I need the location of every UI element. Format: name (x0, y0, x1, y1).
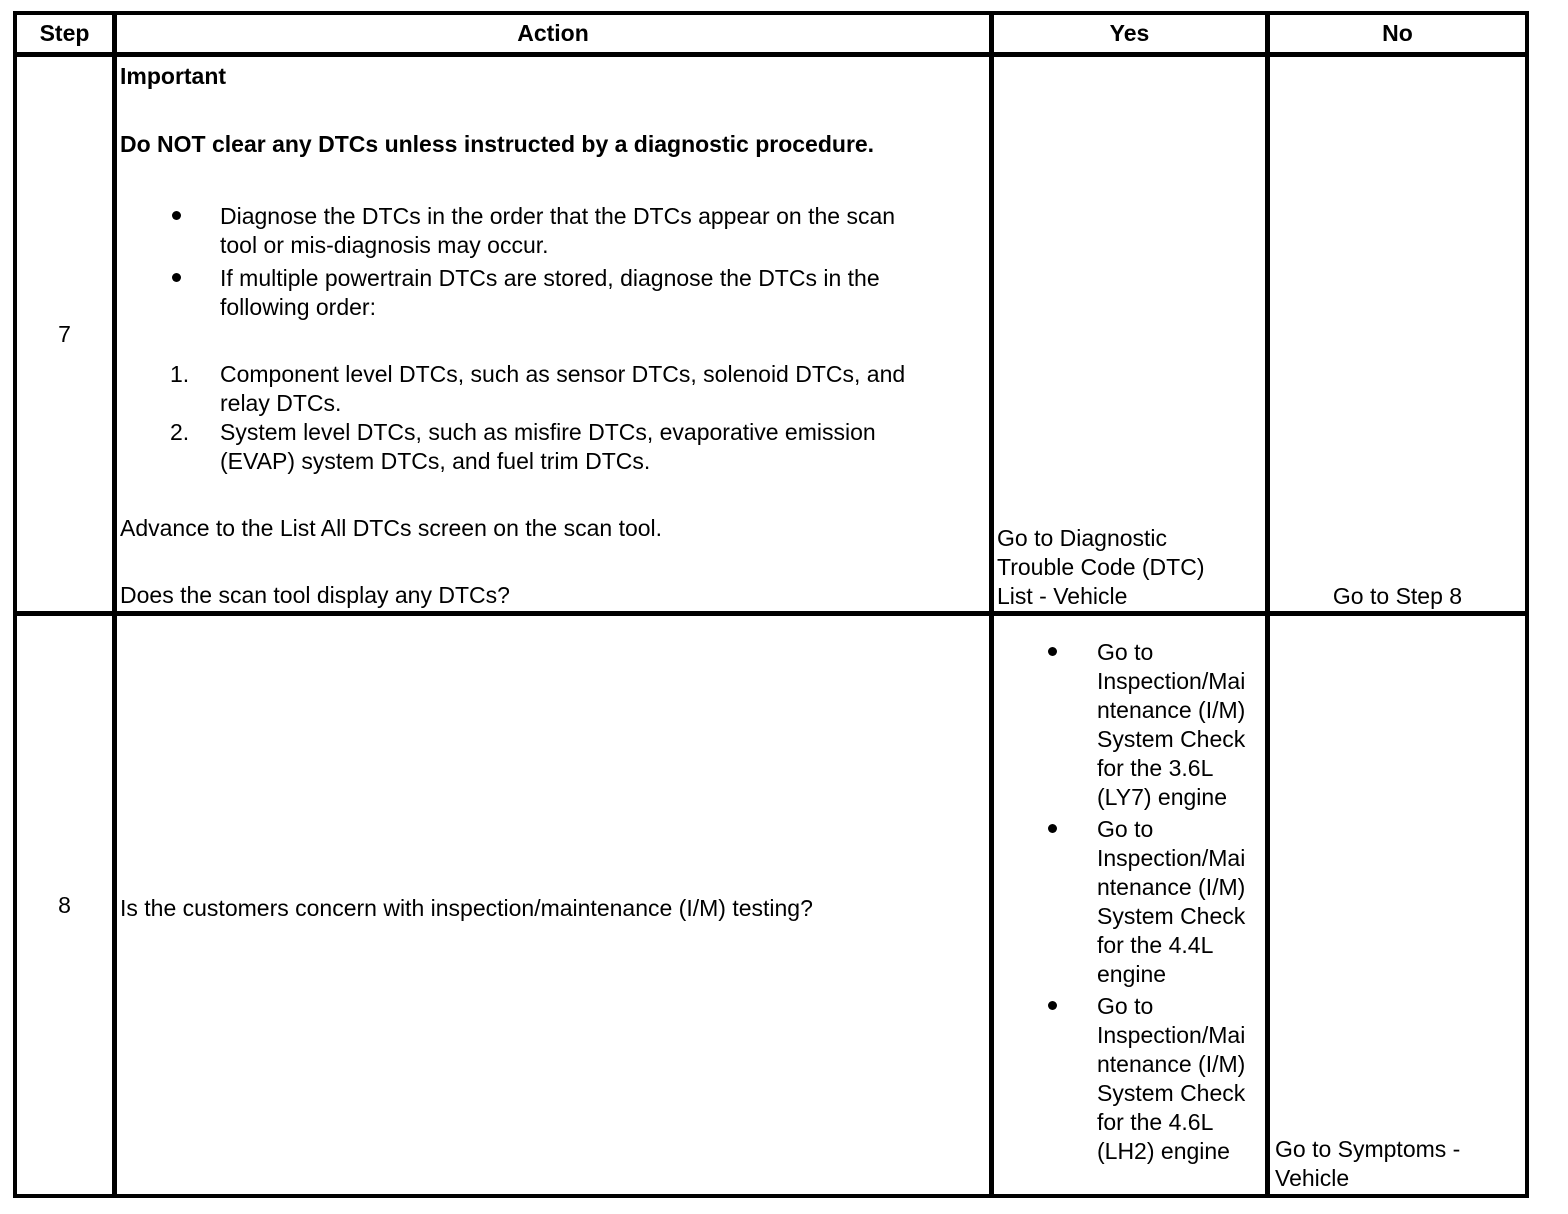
yes-item-2-line-2: Inspection/Mai (1097, 845, 1246, 871)
yes-item-3-line-5: for the 4.6L (1097, 1109, 1214, 1135)
yes-item-1-line-5: for the 3.6L (1097, 755, 1214, 781)
important-label: Important (120, 63, 227, 89)
step-8-yes (994, 616, 1265, 1194)
header-yes: Yes (994, 15, 1265, 52)
header-step: Step (17, 15, 112, 52)
yes-item-3-line-2: Inspection/Mai (1097, 1022, 1246, 1048)
numbered-2-line-1: System level DTCs, such as misfire DTCs, evaporative emission (220, 419, 876, 445)
numbered-2-line-2: (EVAP) system DTCs, and fuel trim DTCs. (220, 448, 651, 474)
bullet-2-line-1: If multiple powertrain DTCs are stored, diagnose the DTCs in the (220, 265, 880, 291)
bullet-2-line-2: following order: (220, 294, 376, 320)
yes-item-2-line-6: engine (1097, 961, 1167, 987)
yes-item-3-line-3: ntenance (I/M) (1097, 1051, 1246, 1077)
bullet-dot (172, 273, 181, 282)
yes-item-3-line-6: (LH2) engine (1097, 1138, 1230, 1164)
numbered-marker-2: 2. (170, 419, 190, 445)
step-7-action (117, 57, 989, 611)
bullet-1-line-1: Diagnose the DTCs in the order that the DTCs appear on the scan (220, 203, 896, 229)
yes-item-2-line-1: Go to (1097, 816, 1154, 842)
yes-item-3-line-4: System Check (1097, 1080, 1246, 1106)
instruction-text: Advance to the List All DTCs screen on the scan tool. (120, 515, 663, 541)
yes-item-1-line-4: System Check (1097, 726, 1246, 752)
numbered-1-line-2: relay DTCs. (220, 390, 342, 416)
step-7-number: 7 (17, 57, 112, 611)
no-line-2: Vehicle (1275, 1165, 1350, 1191)
bullet-dot (172, 211, 181, 220)
yes-item-3-line-1: Go to (1097, 993, 1154, 1019)
no-line-1: Go to Symptoms - (1275, 1136, 1461, 1162)
step-8-action (117, 616, 989, 1194)
yes-item-1-line-2: Inspection/Mai (1097, 668, 1246, 694)
yes-item-1-line-3: ntenance (I/M) (1097, 697, 1246, 723)
bullet-dot (1048, 824, 1057, 833)
question-text: Does the scan tool display any DTCs? (120, 582, 510, 608)
bullet-dot (1048, 647, 1057, 656)
yes-item-1-line-1: Go to (1097, 639, 1154, 665)
yes-item-1-line-6: (LY7) engine (1097, 784, 1227, 810)
yes-line-1: Go to Diagnostic (997, 525, 1168, 551)
important-note: Do NOT clear any DTCs unless instructed by a diagnostic procedure. (120, 131, 875, 157)
step-7-yes (994, 57, 1265, 611)
yes-item-2-line-5: for the 4.4L (1097, 932, 1214, 958)
yes-item-2-line-4: System Check (1097, 903, 1246, 929)
question-text: Is the customers concern with inspection/maintenance (I/M) testing? (120, 895, 813, 921)
yes-line-3: List - Vehicle (997, 583, 1128, 609)
step-7-no (1270, 57, 1525, 611)
diagnostic-table (13, 11, 1529, 1198)
no-go-to-step-8: Go to Step 8 (1332, 583, 1463, 609)
header-action: Action (117, 15, 989, 52)
step-8-no (1270, 616, 1525, 1194)
header-no: No (1270, 15, 1525, 52)
numbered-1-line-1: Component level DTCs, such as sensor DTCs, solenoid DTCs, and (220, 361, 906, 387)
yes-line-2: Trouble Code (DTC) (997, 554, 1205, 580)
step-8-number: 8 (17, 616, 112, 1194)
numbered-marker-1: 1. (170, 361, 190, 387)
yes-item-2-line-3: ntenance (I/M) (1097, 874, 1246, 900)
bullet-1-line-2: tool or mis-diagnosis may occur. (220, 232, 549, 258)
bullet-dot (1048, 1001, 1057, 1010)
